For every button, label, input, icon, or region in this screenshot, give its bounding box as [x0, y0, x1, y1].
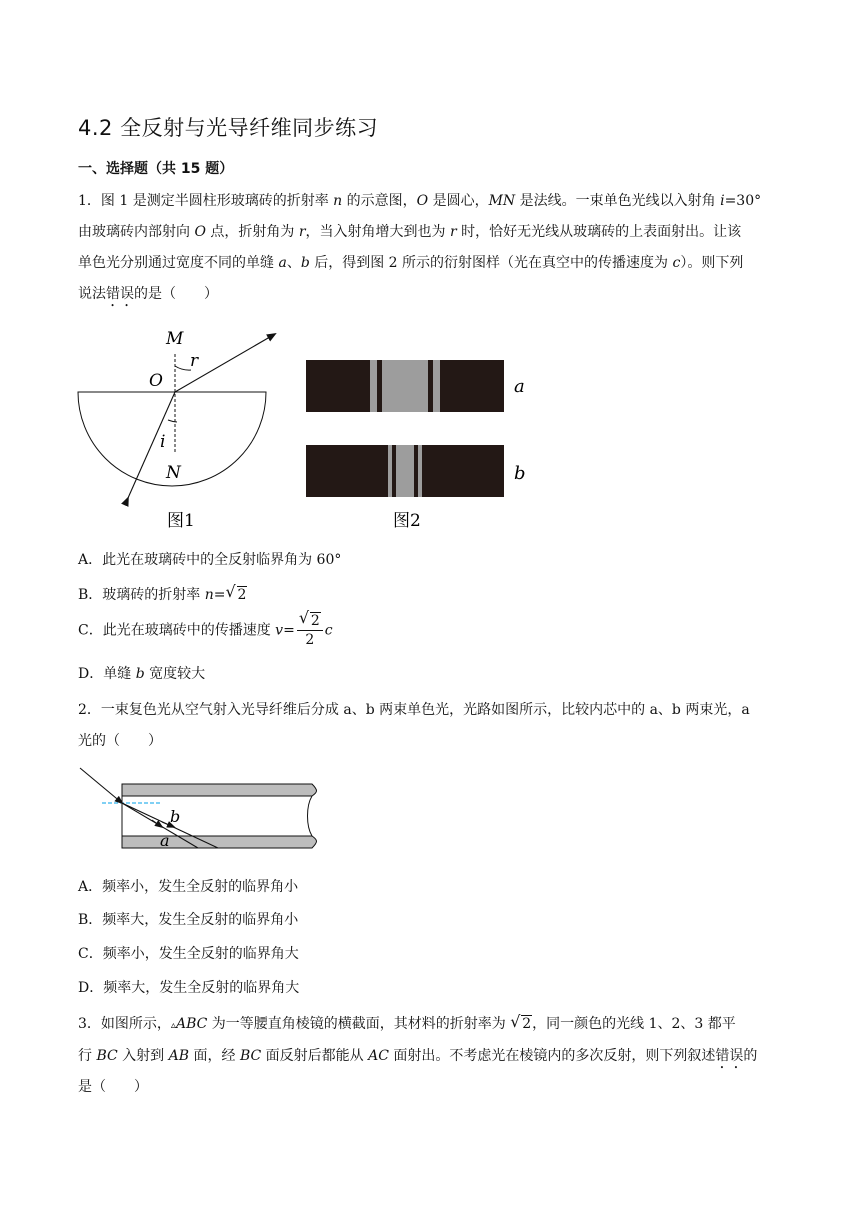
q2-option-b: B．频率大，发生全反射的临界角小 — [78, 912, 299, 928]
fig1-label-N: N — [166, 463, 181, 483]
fig2-label-a: a — [514, 376, 525, 397]
fraction-sqrt2-over-2: √ 2 2 — [297, 612, 323, 649]
q2-option-d: D．频率大，发生全反射的临界角大 — [78, 980, 300, 996]
figure-2-diffraction-patterns — [300, 355, 540, 535]
q1-option-a: A．此光在玻璃砖中的全反射临界角为 60° — [78, 552, 342, 568]
section-heading: 一、选择题（共 15 题） — [78, 161, 234, 177]
page-title: 4.2 全反射与光导纤维同步练习 — [78, 116, 379, 140]
fig1-label-r: r — [190, 351, 199, 371]
q2-option-a: A．频率小，发生全反射的临界角小 — [78, 879, 299, 895]
q1-line-2: 由玻璃砖内部射向 O 点，折射角为 r，当入射角增大到也为 r 时，恰好无光线从玻璃砖的上表面射出。让该 — [78, 224, 742, 240]
figure-optical-fiber — [74, 762, 324, 862]
question-3-text — [78, 1009, 784, 1103]
sqrt-2: √ 2 — [225, 582, 247, 603]
fiber-label-a: a — [160, 831, 170, 850]
fiber-label-b: b — [170, 807, 181, 826]
emphasis-wrong-q3: 错误 — [715, 1048, 744, 1064]
question-1-text — [78, 186, 784, 310]
fig1-label-O: O — [149, 371, 163, 391]
q1-line-4: 说法错误的是（ ） — [78, 286, 218, 302]
emphasis-wrong: 错误 — [106, 286, 134, 302]
q1-option-d: D．单缝 b 宽度较大 — [78, 666, 206, 682]
fig1-caption: 图1 — [167, 511, 195, 531]
fig1-label-M: M — [166, 329, 184, 349]
q1-option-c: C．此光在玻璃砖中的传播速度 v= √ 2 2 c — [78, 608, 333, 648]
q1-line-3: 单色光分别通过宽度不同的单缝 a、b 后，得到图 2 所示的衍射图样（光在真空中的传播速度为 c）。则下列 — [78, 255, 744, 271]
q3-line-2: 行 BC 入射到 AB 面，经 BC 面反射后都能从 AC 面射出。不考虑光在棱镜内的多次反射，则下列叙述错误的 — [78, 1048, 758, 1064]
q1-line-1: 1．图 1 是测定半圆柱形玻璃砖的折射率 n 的示意图，O 是圆心，MN 是法线。一束单色光线以入射角 i=30° — [78, 193, 762, 209]
q2-line-1: 2．一束复色光从空气射入光导纤维后分成 a、b 两束单色光，光路如图所示，比较内芯中的 a、b 两束光，a — [78, 702, 750, 718]
question-2-text — [78, 695, 784, 757]
fig2-label-b: b — [514, 463, 526, 484]
fig2-caption: 图2 — [393, 511, 421, 531]
sqrt-2-q3: √ 2 — [510, 1012, 532, 1032]
fig1-label-i: i — [160, 432, 166, 452]
q1-option-b: B．玻璃砖的折射率 n= √ 2 — [78, 584, 247, 606]
figure-1-semicircle-glass — [70, 322, 290, 532]
q2-option-c: C．频率小，发生全反射的临界角大 — [78, 946, 299, 962]
q2-line-2: 光的（ ） — [78, 733, 162, 749]
q3-line-1: 3．如图所示，▵ABC 为一等腰直角棱镜的横截面，其材料的折射率为 √ 2，同一颜色的光线 1、2、3 都平 — [78, 1009, 784, 1041]
q3-line-3: 是（ ） — [78, 1079, 148, 1095]
